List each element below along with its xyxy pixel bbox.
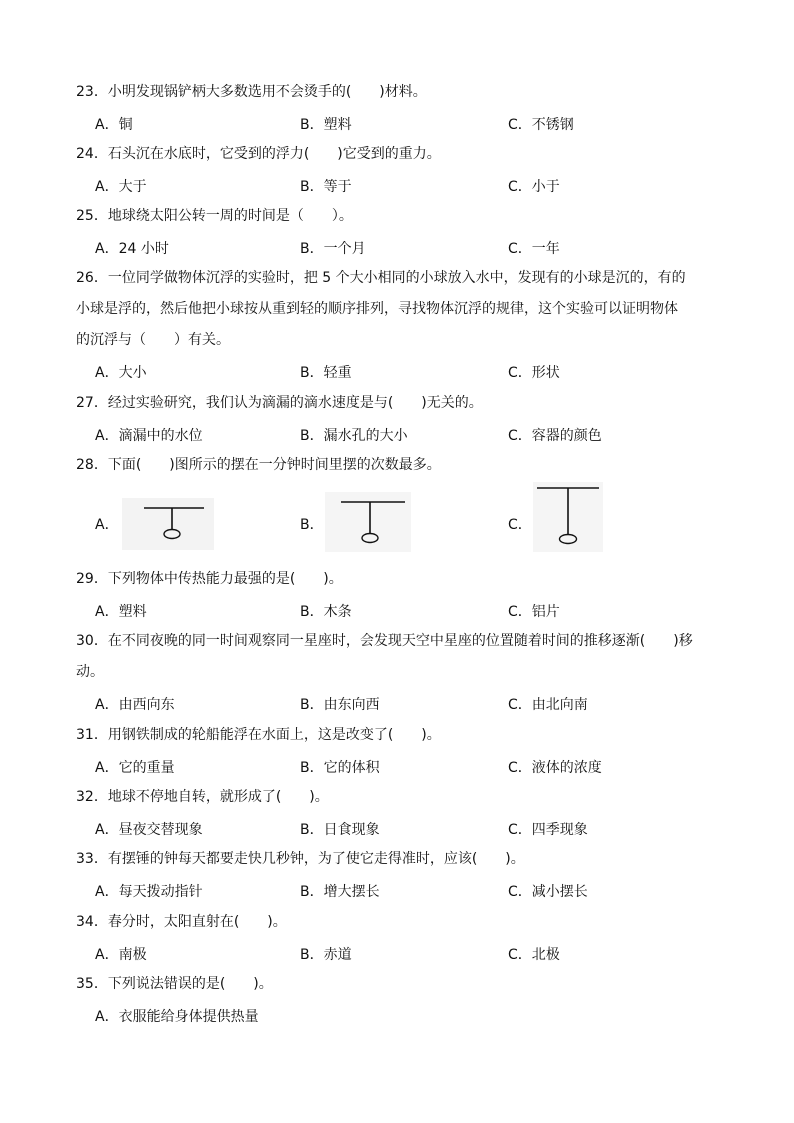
- option-b: B．赤道: [300, 947, 352, 963]
- option-b: B．等于: [300, 179, 352, 195]
- option-a: A．由西向东: [95, 697, 175, 713]
- question-29: [76, 564, 726, 595]
- option-c: C．不锈钢: [508, 117, 574, 133]
- option-b: B．木条: [300, 604, 352, 620]
- option-b: B．轻重: [300, 365, 352, 381]
- question-31: [76, 720, 726, 751]
- question-stem-line: 的沉浮与（ ）有关。: [76, 332, 230, 348]
- question-stem: 27．经过实验研究，我们认为滴漏的滴水速度是与( )无关的。: [76, 395, 483, 411]
- question-stem-line: 小球是浮的，然后他把小球按从重到轻的顺序排列，寻找物体沉浮的规律，这个实验可以证明物体: [76, 301, 678, 317]
- option-b: B．日食现象: [300, 822, 380, 838]
- question-stem: 33．有摆锤的钟每天都要走快几秒钟，为了使它走得准时，应该( )。: [76, 851, 525, 867]
- option-b: B．由东向西: [300, 697, 380, 713]
- options-35: [95, 1006, 715, 1028]
- long-pendulum-figure: [533, 482, 603, 552]
- options-33: [95, 881, 715, 903]
- options-32: [95, 819, 715, 841]
- options-31: [95, 757, 715, 779]
- option-a: A．24 小时: [95, 241, 169, 257]
- question-stem: 32．地球不停地自转，就形成了( )。: [76, 789, 329, 805]
- short-pendulum-figure: [122, 498, 214, 550]
- question-30: [76, 626, 726, 688]
- option-a: A．它的重量: [95, 760, 175, 776]
- question-24: [76, 139, 726, 170]
- option-c: C．液体的浓度: [508, 760, 602, 776]
- question-34: [76, 907, 726, 938]
- question-stem: 31．用钢铁制成的轮船能浮在水面上，这是改变了( )。: [76, 727, 441, 743]
- question-33: [76, 844, 726, 875]
- question-32: [76, 782, 726, 813]
- question-stem: 24．石头沉在水底时，它受到的浮力( )它受到的重力。: [76, 146, 441, 162]
- options-34: [95, 944, 715, 966]
- options-23: [95, 114, 715, 136]
- option-c: C．容器的颜色: [508, 428, 602, 444]
- option-c: C．铝片: [508, 604, 560, 620]
- question-26: [76, 263, 726, 356]
- option-a: A．衣服能给身体提供热量: [95, 1009, 259, 1025]
- question-stem: 23．小明发现锅铲柄大多数选用不会烫手的( )材料。: [76, 84, 427, 100]
- options-29: [95, 601, 715, 623]
- question-stem: 25．地球绕太阳公转一周的时间是（ ）。: [76, 208, 353, 224]
- option-c: C．减小摆长: [508, 884, 588, 900]
- question-stem: 35．下列说法错误的是( )。: [76, 976, 273, 992]
- option-b: B．塑料: [300, 117, 352, 133]
- option-c: C．四季现象: [508, 822, 588, 838]
- option-a: A．: [95, 517, 119, 533]
- medium-pendulum-figure: [325, 492, 411, 552]
- option-b: B．增大摆长: [300, 884, 380, 900]
- question-28: [76, 450, 726, 481]
- option-a: A．每天拨动指针: [95, 884, 203, 900]
- option-b: B．一个月: [300, 241, 366, 257]
- question-stem: 34．春分时，太阳直射在( )。: [76, 914, 287, 930]
- options-24: [95, 176, 715, 198]
- option-c: C．一年: [508, 241, 560, 257]
- options-30: [95, 694, 715, 716]
- option-a: A．塑料: [95, 604, 147, 620]
- question-25: [76, 201, 726, 232]
- option-c: C．: [508, 517, 532, 533]
- pendulum-options: [95, 490, 695, 560]
- option-a: A．昼夜交替现象: [95, 822, 203, 838]
- option-c: C．形状: [508, 365, 560, 381]
- options-25: [95, 238, 715, 260]
- option-c: C．小于: [508, 179, 560, 195]
- option-c: C．由北向南: [508, 697, 588, 713]
- options-27: [95, 425, 715, 447]
- option-b: B．它的体积: [300, 760, 380, 776]
- option-b: B．: [300, 517, 324, 533]
- option-a: A．南极: [95, 947, 147, 963]
- question-stem: 29．下列物体中传热能力最强的是( )。: [76, 571, 343, 587]
- question-stem: 28．下面( )图所示的摆在一分钟时间里摆的次数最多。: [76, 457, 441, 473]
- question-23: [76, 77, 726, 108]
- question-stem-line: 30．在不同夜晚的同一时间观察同一星座时，会发现天空中星座的位置随着时间的推移逐渐( )移: [76, 633, 693, 649]
- option-a: A．铜: [95, 117, 133, 133]
- question-stem-line: 动。: [76, 664, 104, 680]
- question-27: [76, 388, 726, 419]
- question-35: [76, 969, 726, 1000]
- option-a: A．大于: [95, 179, 147, 195]
- options-26: [95, 362, 715, 384]
- option-b: B．漏水孔的大小: [300, 428, 408, 444]
- option-a: A．滴漏中的水位: [95, 428, 203, 444]
- question-stem-line: 26．一位同学做物体沉浮的实验时，把 5 个大小相同的小球放入水中，发现有的小球是沉的，有的: [76, 270, 686, 286]
- option-a: A．大小: [95, 365, 147, 381]
- option-c: C．北极: [508, 947, 560, 963]
